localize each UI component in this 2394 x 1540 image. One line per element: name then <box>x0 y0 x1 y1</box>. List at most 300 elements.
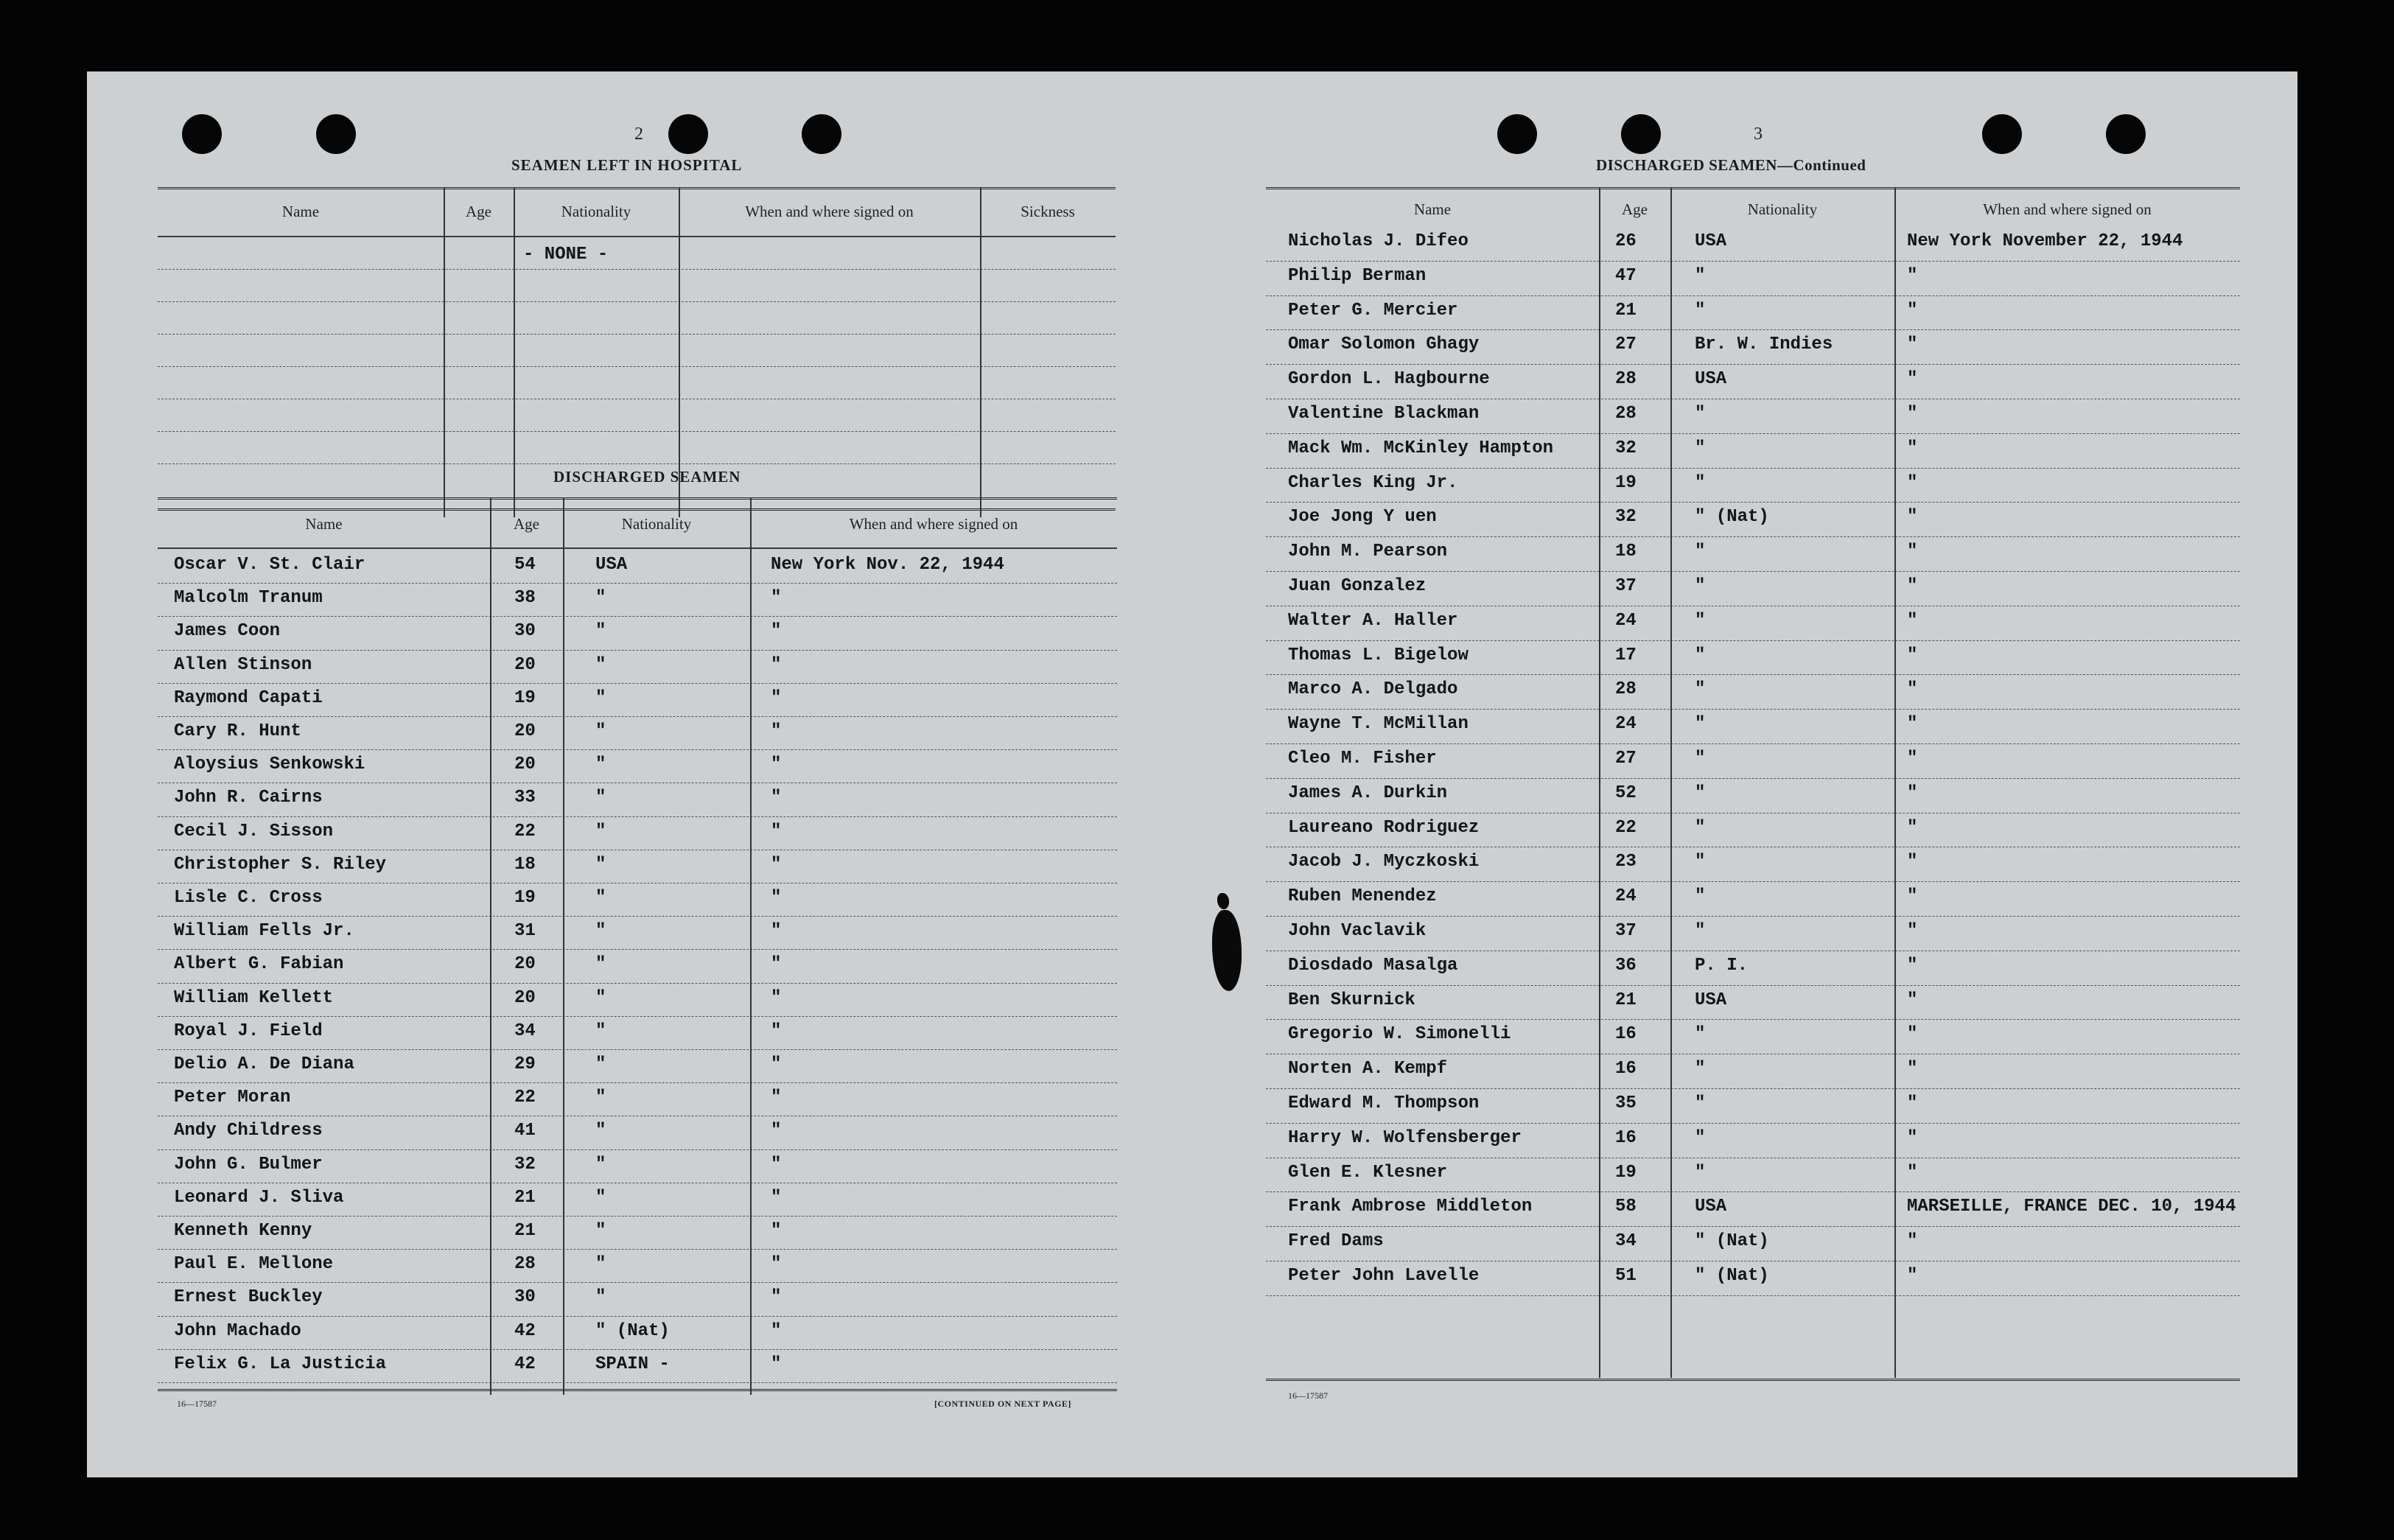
seaman-nationality: " <box>1695 265 1706 286</box>
seaman-nationality: " <box>595 854 606 875</box>
table-row <box>1266 746 2240 780</box>
seaman-signed-on: " <box>771 1354 782 1374</box>
seaman-name: Cary R. Hunt <box>174 721 301 741</box>
seaman-age: 35 <box>1615 1093 1637 1113</box>
continued-table <box>1266 187 2240 1385</box>
seaman-nationality: " <box>1695 852 1706 872</box>
seaman-signed-on: " <box>771 621 782 642</box>
seaman-signed-on: " <box>771 1187 782 1208</box>
seaman-name: Peter G. Mercier <box>1288 300 1458 321</box>
seaman-signed-on: " <box>1907 438 1918 458</box>
seaman-signed-on: " <box>771 1320 782 1341</box>
table-row <box>158 1251 1117 1285</box>
seaman-name: Thomas L. Bigelow <box>1288 645 1469 665</box>
seaman-age: 22 <box>1615 817 1637 838</box>
seaman-name: Andy Childress <box>174 1121 323 1141</box>
table-row <box>158 618 1117 652</box>
seaman-signed-on: " <box>1907 300 1918 321</box>
seaman-signed-on: " <box>1907 783 1918 803</box>
seaman-nationality: " <box>1695 921 1706 941</box>
punch-hole <box>1497 114 1537 154</box>
seaman-signed-on: " <box>771 1221 782 1241</box>
seaman-nationality: " <box>1695 714 1706 735</box>
punch-hole <box>1982 114 2022 154</box>
seaman-age: 33 <box>514 788 536 808</box>
seaman-signed-on: " <box>771 588 782 609</box>
seaman-name: Ernest Buckley <box>174 1287 323 1308</box>
seaman-nationality: " <box>1695 610 1706 631</box>
document-sheet <box>87 71 2297 1477</box>
seaman-age: 20 <box>514 755 536 775</box>
ink-blot <box>1217 893 1229 909</box>
form-number-left: 16—17587 <box>177 1399 217 1409</box>
seaman-nationality: " <box>1695 1127 1706 1148</box>
seaman-nationality: USA <box>1695 990 1727 1010</box>
seaman-nationality: " <box>595 1121 606 1141</box>
seaman-signed-on: " <box>771 1254 782 1275</box>
page-number-right: 3 <box>1754 125 1763 144</box>
seaman-signed-on: " <box>1907 817 1918 838</box>
seaman-name: Walter A. Haller <box>1288 610 1458 631</box>
seaman-name: Gordon L. Hagbourne <box>1288 369 1490 390</box>
seaman-nationality: " <box>595 1021 606 1041</box>
seaman-nationality: " <box>595 1287 606 1308</box>
seaman-nationality: P. I. <box>1695 955 1749 976</box>
table-row <box>1266 987 2240 1021</box>
table-row <box>158 1284 1117 1318</box>
seaman-signed-on: " <box>1907 1231 1918 1252</box>
table-row <box>158 652 1117 686</box>
seaman-name: Ruben Menendez <box>1288 886 1437 907</box>
seaman-name: Valentine Blackman <box>1288 404 1480 424</box>
seaman-signed-on: " <box>1907 1266 1918 1286</box>
seaman-name: Charles King Jr. <box>1288 472 1458 493</box>
punch-hole <box>2106 114 2146 154</box>
seaman-name: Fred Dams <box>1288 1231 1384 1252</box>
seaman-name: Leonard J. Sliva <box>174 1187 344 1208</box>
seaman-age: 26 <box>1615 231 1637 251</box>
seaman-nationality: " <box>595 921 606 942</box>
seaman-nationality: " <box>595 654 606 675</box>
seaman-name: James A. Durkin <box>1288 783 1448 803</box>
seaman-name: John Machado <box>174 1320 301 1341</box>
punch-hole <box>802 114 841 154</box>
seaman-age: 27 <box>1615 749 1637 769</box>
table-row <box>1266 1160 2240 1194</box>
seaman-signed-on: " <box>771 888 782 908</box>
seaman-nationality: " (Nat) <box>1695 1231 1769 1252</box>
table-row <box>158 1085 1117 1119</box>
seaman-nationality: " <box>1695 1162 1706 1183</box>
seaman-signed-on: " <box>771 987 782 1008</box>
seaman-age: 47 <box>1615 265 1637 286</box>
seaman-age: 30 <box>514 621 536 642</box>
none-note: - NONE - <box>523 245 609 265</box>
seaman-age: 23 <box>1615 852 1637 872</box>
seaman-name: Delio A. De Diana <box>174 1054 354 1074</box>
table-row <box>1266 1056 2240 1090</box>
seaman-signed-on: " <box>1907 1093 1918 1113</box>
seaman-nationality: " <box>595 1154 606 1175</box>
seaman-name: Frank Ambrose Middleton <box>1288 1197 1533 1217</box>
table-row <box>1266 780 2240 814</box>
seaman-signed-on: " <box>1907 472 1918 493</box>
seaman-signed-on: " <box>1907 679 1918 700</box>
seaman-name: John M. Pearson <box>1288 542 1448 562</box>
table-row <box>158 1318 1117 1352</box>
seaman-name: Raymond Capati <box>174 687 323 708</box>
seaman-nationality: " <box>1695 576 1706 596</box>
table-row <box>158 685 1117 719</box>
seaman-age: 24 <box>1615 714 1637 735</box>
table-row <box>1266 228 2240 262</box>
seaman-age: 21 <box>514 1187 536 1208</box>
table-row <box>158 918 1117 952</box>
seaman-name: Nicholas J. Difeo <box>1288 231 1469 251</box>
seaman-nationality: " <box>1695 645 1706 665</box>
seaman-name: Jacob J. Myczkoski <box>1288 852 1480 872</box>
seaman-name: Paul E. Mellone <box>174 1254 334 1275</box>
seaman-nationality: " <box>595 954 606 975</box>
seaman-signed-on: New York Nov. 22, 1944 <box>771 555 1004 575</box>
punch-hole <box>182 114 222 154</box>
seaman-age: 36 <box>1615 955 1637 976</box>
seaman-age: 28 <box>1615 369 1637 390</box>
seaman-signed-on: " <box>1907 542 1918 562</box>
seaman-age: 21 <box>1615 300 1637 321</box>
seaman-name: John Vaclavik <box>1288 921 1427 941</box>
seaman-age: 21 <box>514 1221 536 1241</box>
discharged-section-title: DISCHARGED SEAMEN <box>553 468 741 486</box>
seaman-age: 22 <box>514 821 536 841</box>
seaman-nationality: " (Nat) <box>1695 1266 1769 1286</box>
seaman-age: 52 <box>1615 783 1637 803</box>
table-row <box>1266 918 2240 952</box>
seaman-signed-on: " <box>771 1287 782 1308</box>
seaman-name: Lisle C. Cross <box>174 888 323 908</box>
table-row <box>158 1051 1117 1085</box>
table-row <box>1266 953 2240 987</box>
seaman-nationality: USA <box>1695 231 1727 251</box>
seaman-signed-on: " <box>771 854 782 875</box>
table-row <box>158 885 1117 919</box>
header-signed-on: When and where signed on <box>745 203 914 220</box>
seaman-name: Mack Wm. McKinley Hampton <box>1288 438 1554 458</box>
table-row <box>1266 1021 2240 1055</box>
header-age: Age <box>1622 200 1648 218</box>
seaman-signed-on: " <box>1907 921 1918 941</box>
table-row <box>1266 298 2240 332</box>
seaman-age: 16 <box>1615 1127 1637 1148</box>
seaman-name: Norten A. Kempf <box>1288 1059 1448 1079</box>
seaman-name: Marco A. Delgado <box>1288 679 1458 700</box>
table-row <box>158 785 1117 819</box>
table-row <box>1266 1125 2240 1159</box>
seaman-name: Albert G. Fabian <box>174 954 344 975</box>
header-name: Name <box>305 515 343 533</box>
seaman-nationality: " <box>595 621 606 642</box>
seaman-nationality: " <box>595 1221 606 1241</box>
punch-hole <box>1621 114 1661 154</box>
seaman-signed-on: " <box>771 788 782 808</box>
seaman-age: 19 <box>1615 472 1637 493</box>
table-row <box>158 819 1117 853</box>
ink-blot <box>1212 910 1242 991</box>
discharged-table <box>158 497 1117 1395</box>
table-row <box>158 752 1117 785</box>
seaman-signed-on: " <box>771 1121 782 1141</box>
seaman-nationality: " <box>595 1187 606 1208</box>
seaman-signed-on: " <box>1907 886 1918 907</box>
table-row <box>1266 539 2240 573</box>
seaman-nationality: " <box>1695 749 1706 769</box>
seaman-signed-on: " <box>1907 1127 1918 1148</box>
table-row <box>158 1152 1117 1186</box>
table-row <box>158 1118 1117 1152</box>
seaman-signed-on: " <box>1907 404 1918 424</box>
table-row <box>1266 1228 2240 1262</box>
seaman-nationality: " <box>595 755 606 775</box>
seaman-age: 41 <box>514 1121 536 1141</box>
seaman-name: Glen E. Klesner <box>1288 1162 1448 1183</box>
seaman-age: 24 <box>1615 886 1637 907</box>
seaman-nationality: " <box>1695 1024 1706 1045</box>
seaman-signed-on: " <box>1907 749 1918 769</box>
seaman-signed-on: " <box>1907 1059 1918 1079</box>
seaman-nationality: " (Nat) <box>1695 507 1769 528</box>
seaman-nationality: " <box>595 821 606 841</box>
continued-note: [CONTINUED ON NEXT PAGE] <box>934 1399 1071 1409</box>
table-row <box>1266 366 2240 400</box>
table-row <box>1266 504 2240 538</box>
table-row <box>1266 711 2240 745</box>
seaman-nationality: " (Nat) <box>595 1320 670 1341</box>
seaman-nationality: " <box>595 888 606 908</box>
seaman-name: William Kellett <box>174 987 334 1008</box>
table-row <box>1266 435 2240 469</box>
seaman-signed-on: " <box>771 654 782 675</box>
seaman-age: 31 <box>514 921 536 942</box>
table-row <box>158 852 1117 886</box>
table-row <box>1266 573 2240 607</box>
table-row <box>1266 643 2240 676</box>
table-row <box>1266 1263 2240 1297</box>
seaman-age: 20 <box>514 954 536 975</box>
page-number-left: 2 <box>634 125 643 144</box>
header-signed-on: When and where signed on <box>1983 200 2152 218</box>
seaman-age: 29 <box>514 1054 536 1074</box>
seaman-name: Cleo M. Fisher <box>1288 749 1437 769</box>
header-name: Name <box>281 203 320 220</box>
seaman-name: Ben Skurnick <box>1288 990 1415 1010</box>
seaman-nationality: " <box>1695 438 1706 458</box>
seaman-name: James Coon <box>174 621 281 642</box>
seaman-name: Laureano Rodriguez <box>1288 817 1480 838</box>
table-row <box>158 552 1117 586</box>
table-row <box>1266 332 2240 365</box>
header-age: Age <box>466 203 491 220</box>
seaman-name: Peter John Lavelle <box>1288 1266 1480 1286</box>
seaman-name: Aloysius Senkowski <box>174 755 365 775</box>
seaman-age: 18 <box>514 854 536 875</box>
table-row <box>1266 263 2240 297</box>
seaman-age: 34 <box>514 1021 536 1041</box>
seaman-signed-on: MARSEILLE, FRANCE DEC. 10, 1944 <box>1907 1197 2236 1217</box>
header-age: Age <box>514 515 539 533</box>
table-row <box>1266 401 2240 435</box>
table-row <box>1266 470 2240 504</box>
seaman-nationality: " <box>595 687 606 708</box>
seaman-age: 21 <box>1615 990 1637 1010</box>
seaman-age: 18 <box>1615 542 1637 562</box>
seaman-age: 20 <box>514 721 536 741</box>
seaman-signed-on: " <box>1907 369 1918 390</box>
table-row <box>1266 1194 2240 1228</box>
seaman-nationality: Br. W. Indies <box>1695 335 1833 355</box>
header-nationality: Nationality <box>621 515 692 533</box>
seaman-name: Diosdado Masalga <box>1288 955 1458 976</box>
seaman-age: 32 <box>1615 507 1637 528</box>
hospital-section-title: SEAMEN LEFT IN HOSPITAL <box>511 156 743 174</box>
seaman-name: Oscar V. St. Clair <box>174 555 365 575</box>
seaman-signed-on: " <box>1907 576 1918 596</box>
seaman-nationality: " <box>595 1054 606 1074</box>
seaman-age: 16 <box>1615 1059 1637 1079</box>
seaman-nationality: " <box>595 1254 606 1275</box>
seaman-nationality: " <box>1695 1093 1706 1113</box>
table-row <box>158 985 1117 1019</box>
seaman-nationality: " <box>1695 542 1706 562</box>
seaman-nationality: " <box>1695 783 1706 803</box>
seaman-age: 32 <box>1615 438 1637 458</box>
seaman-name: Felix G. La Justicia <box>174 1354 387 1374</box>
seaman-age: 54 <box>514 555 536 575</box>
seaman-name: Harry W. Wolfensberger <box>1288 1127 1522 1148</box>
seaman-nationality: " <box>595 721 606 741</box>
seaman-name: John G. Bulmer <box>174 1154 323 1175</box>
seaman-signed-on: " <box>771 721 782 741</box>
seaman-signed-on: " <box>1907 714 1918 735</box>
seaman-signed-on: New York November 22, 1944 <box>1907 231 2183 251</box>
seaman-age: 19 <box>514 888 536 908</box>
seaman-age: 17 <box>1615 645 1637 665</box>
seaman-signed-on: " <box>771 821 782 841</box>
seaman-name: Christopher S. Riley <box>174 854 387 875</box>
seaman-name: Peter Moran <box>174 1088 291 1108</box>
seaman-signed-on: " <box>1907 507 1918 528</box>
seaman-signed-on: " <box>771 954 782 975</box>
seaman-age: 19 <box>514 687 536 708</box>
table-row <box>158 1218 1117 1252</box>
table-row <box>158 1018 1117 1052</box>
seaman-signed-on: " <box>1907 645 1918 665</box>
table-row <box>1266 1091 2240 1124</box>
seaman-name: Juan Gonzalez <box>1288 576 1427 596</box>
table-row <box>158 1185 1117 1219</box>
header-sickness: Sickness <box>1021 203 1075 220</box>
seaman-name: Allen Stinson <box>174 654 312 675</box>
seaman-nationality: USA <box>1695 369 1727 390</box>
seaman-signed-on: " <box>771 1088 782 1108</box>
seaman-age: 19 <box>1615 1162 1637 1183</box>
seaman-name: Kenneth Kenny <box>174 1221 312 1241</box>
seaman-signed-on: " <box>771 1054 782 1074</box>
seaman-signed-on: " <box>1907 1162 1918 1183</box>
seaman-age: 28 <box>1615 404 1637 424</box>
table-row <box>158 951 1117 985</box>
table-row <box>1266 608 2240 642</box>
seaman-name: Wayne T. McMillan <box>1288 714 1469 735</box>
seaman-name: Malcolm Tranum <box>174 588 323 609</box>
seaman-age: 24 <box>1615 610 1637 631</box>
seaman-signed-on: " <box>771 755 782 775</box>
seaman-age: 28 <box>514 1254 536 1275</box>
seaman-nationality: USA <box>595 555 628 575</box>
seaman-signed-on: " <box>771 687 782 708</box>
seaman-age: 32 <box>514 1154 536 1175</box>
seaman-nationality: " <box>1695 886 1706 907</box>
table-row <box>158 585 1117 619</box>
seaman-signed-on: " <box>1907 335 1918 355</box>
seaman-name: Edward M. Thompson <box>1288 1093 1480 1113</box>
seaman-name: Philip Berman <box>1288 265 1427 286</box>
seaman-age: 27 <box>1615 335 1637 355</box>
table-row <box>158 718 1117 752</box>
seaman-signed-on: " <box>1907 265 1918 286</box>
seaman-nationality: " <box>1695 472 1706 493</box>
table-row <box>1266 883 2240 917</box>
table-row <box>1266 815 2240 849</box>
punch-hole <box>668 114 708 154</box>
seaman-signed-on: " <box>771 1021 782 1041</box>
seaman-nationality: " <box>1695 679 1706 700</box>
seaman-nationality: SPAIN - <box>595 1354 670 1374</box>
seaman-age: 37 <box>1615 576 1637 596</box>
seaman-age: 22 <box>514 1088 536 1108</box>
seaman-name: John R. Cairns <box>174 788 323 808</box>
seaman-signed-on: " <box>1907 990 1918 1010</box>
seaman-signed-on: " <box>1907 955 1918 976</box>
seaman-age: 16 <box>1615 1024 1637 1045</box>
continued-section-title: DISCHARGED SEAMEN—Continued <box>1596 156 1866 174</box>
seaman-age: 20 <box>514 987 536 1008</box>
seaman-nationality: " <box>1695 1059 1706 1079</box>
seaman-nationality: " <box>1695 817 1706 838</box>
seaman-name: Gregorio W. Simonelli <box>1288 1024 1511 1045</box>
seaman-signed-on: " <box>1907 1024 1918 1045</box>
seaman-nationality: " <box>595 788 606 808</box>
seaman-signed-on: " <box>1907 610 1918 631</box>
seaman-name: Omar Solomon Ghagy <box>1288 335 1480 355</box>
seaman-age: 28 <box>1615 679 1637 700</box>
form-number-right: 16—17587 <box>1288 1390 1328 1401</box>
seaman-name: Cecil J. Sisson <box>174 821 334 841</box>
seaman-nationality: USA <box>1695 1197 1727 1217</box>
seaman-nationality: " <box>1695 404 1706 424</box>
seaman-nationality: " <box>595 1088 606 1108</box>
seaman-nationality: " <box>595 588 606 609</box>
punch-hole <box>316 114 356 154</box>
header-nationality: Nationality <box>1747 200 1818 218</box>
seaman-age: 42 <box>514 1320 536 1341</box>
seaman-age: 34 <box>1615 1231 1637 1252</box>
header-nationality: Nationality <box>561 203 631 220</box>
table-row <box>1266 676 2240 710</box>
table-row <box>158 1351 1117 1385</box>
seaman-signed-on: " <box>771 1154 782 1175</box>
seaman-age: 37 <box>1615 921 1637 941</box>
seaman-age: 30 <box>514 1287 536 1308</box>
